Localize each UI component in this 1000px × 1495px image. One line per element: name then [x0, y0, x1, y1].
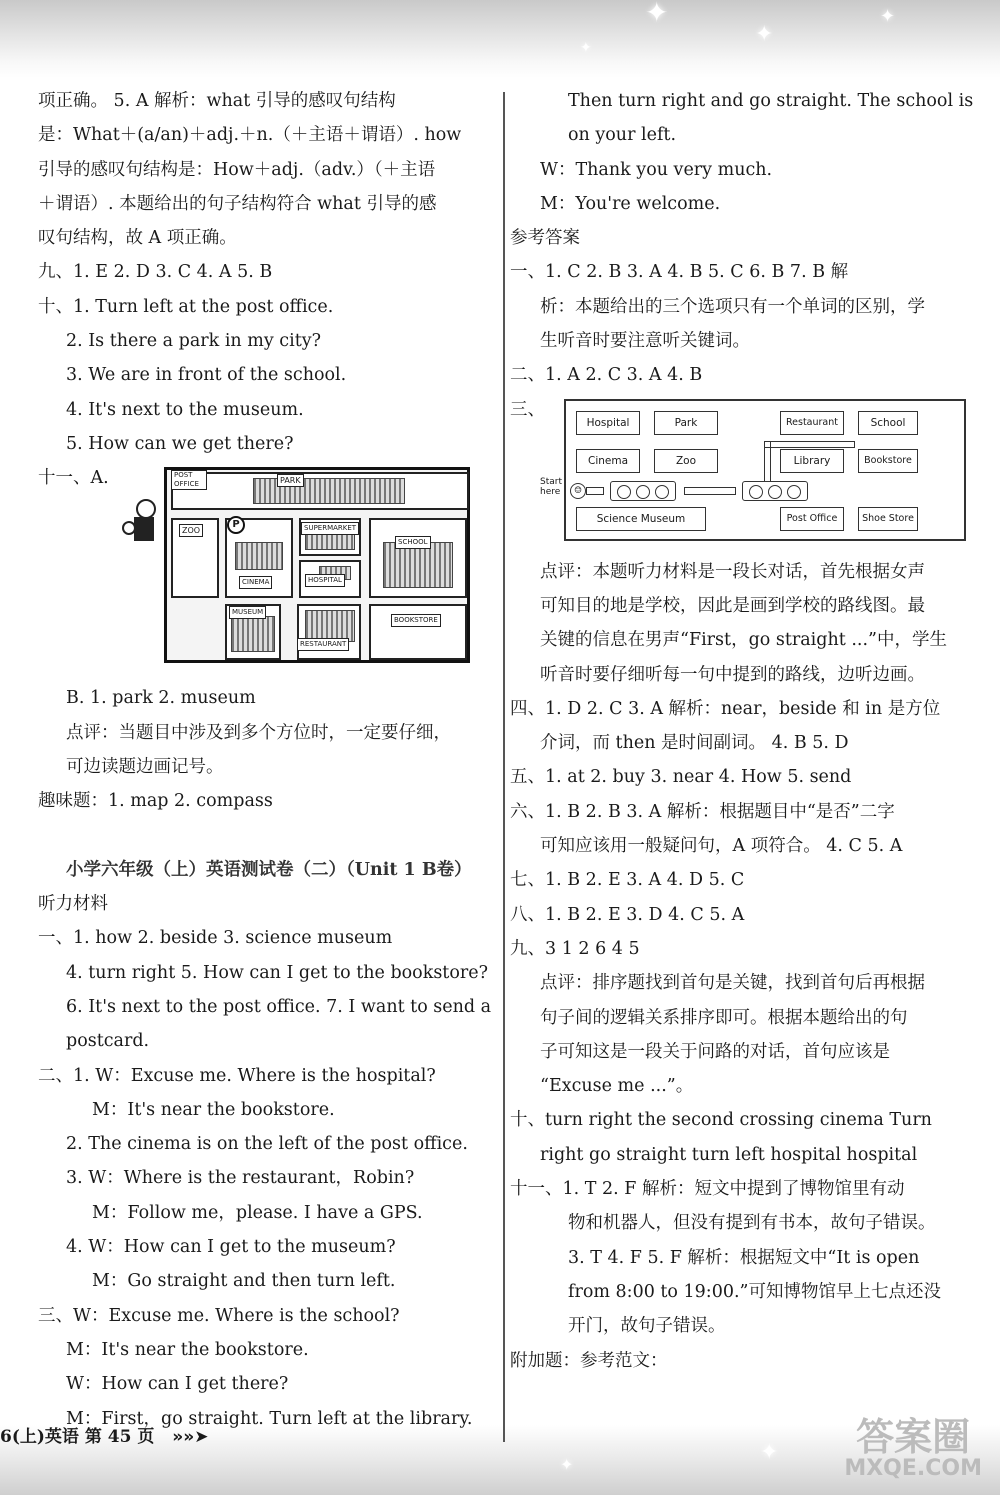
sparkle-icon: ✦ [560, 1455, 574, 1474]
answer-line: 二、1. A 2. C 3. A 4. B [510, 365, 703, 386]
answer-line: 引导的感叹句结构是：How＋adj.（adv.）（＋主语 [38, 159, 436, 180]
map-block [297, 604, 361, 660]
answer-line: 5. How can we get there? [66, 433, 294, 454]
script-line: M：It's near the bookstore. [92, 1099, 335, 1120]
comment-line: “Excuse me ...”。 [540, 1076, 694, 1097]
comment-line: 点评：排序题找到首句是关键，找到首句后再根据 [540, 973, 925, 994]
answer-line: 六、1. B 2. B 3. A 解析：根据题目中“是否”二字 [510, 801, 895, 822]
answer-line: right go straight turn left hospital hospital [540, 1144, 918, 1165]
place-zoo: Zoo [654, 449, 718, 473]
map-label-bookstore: BOOKSTORE [391, 614, 441, 627]
script-line: M：Go straight and then turn left. [92, 1271, 396, 1292]
script-line: 4. W：How can I get to the museum? [66, 1237, 396, 1258]
script-line: M：Follow me，please. I have a GPS. [92, 1202, 423, 1223]
parking-icon: P [227, 516, 245, 534]
question-label: 三、 [510, 399, 545, 420]
left-column [38, 84, 493, 1436]
answer-line: B. 1. park 2. museum [66, 688, 256, 709]
answer-line: 九、3 1 2 6 4 5 [510, 938, 640, 959]
place-school: School [858, 411, 918, 435]
traffic-light-icon [742, 481, 808, 501]
answer-line: 八、1. B 2. E 3. D 4. C 5. A [510, 904, 745, 925]
place-shoe-store: Shoe Store [858, 507, 918, 531]
place-post-office: Post Office [780, 507, 844, 531]
map-label-park: PARK [277, 474, 304, 487]
script-line: M：It's near the bookstore. [66, 1339, 309, 1360]
sparkle-icon: ✦ [580, 40, 592, 56]
subsection-heading: 参考答案 [510, 228, 580, 249]
top-decor-band [0, 0, 1000, 78]
script-line: 2. The cinema is on the left of the post office. [66, 1134, 468, 1155]
map-label-museum: MUSEUM [229, 606, 266, 619]
map-label-zoo: ZOO [179, 524, 203, 537]
answer-line: 可知应该用一般疑问句，A 项符合。 4. C 5. A [540, 836, 903, 857]
sparkle-icon: ✦ [755, 22, 774, 47]
sparkle-icon: ✦ [645, 0, 669, 29]
script-line: 二、1. W：Excuse me. Where is the hospital? [38, 1065, 436, 1086]
answer-line: 3. T 4. F 5. F 解析：根据短文中“It is open [568, 1247, 920, 1268]
comment-line: 句子间的逻辑关系排序即可。根据本题给出的句 [540, 1007, 908, 1028]
comment-line: 子可知这是一段关于问路的对话，首句应该是 [540, 1041, 890, 1062]
page-footer [0, 1422, 208, 1447]
answer-line: 四、1. D 2. C 3. A 解析：near，beside 和 in 是方位 [510, 698, 941, 719]
section-title: 小学六年级（上）英语测试卷（二）（Unit 1 B卷） [66, 859, 472, 880]
place-bookstore: Bookstore [858, 449, 918, 473]
answer-line: 项正确。 5. A 解析：what 引导的感叹句结构 [38, 91, 396, 111]
question-label: 十一、A. [38, 468, 109, 489]
answer-line: 一、1. C 2. B 3. A 4. B 5. C 6. B 7. B 解 [510, 262, 849, 283]
chevron-arrows-icon: »»➤ [172, 1427, 209, 1447]
person-icon [122, 499, 162, 559]
city-map-figure [38, 461, 493, 681]
place-restaurant: Restaurant [780, 411, 844, 435]
answer-line: 十、turn right the second crossing cinema Turn [510, 1110, 932, 1131]
answer-line: 3. We are in front of the school. [66, 365, 347, 386]
start-label: Start here [540, 476, 562, 497]
route-diagram [540, 399, 966, 541]
place-library: Library [780, 449, 844, 473]
answer-line: ＋谓语）. 本题给出的句子结构符合 what 引导的感 [38, 193, 437, 214]
map-block [369, 604, 467, 660]
comment-line: 可边读题边画记号。 [66, 756, 224, 777]
column-divider [503, 92, 505, 1442]
answer-line: 趣味题：1. map 2. compass [38, 791, 273, 812]
answer-line: from 8:00 to 19:00.”可知博物馆早上七点还没 [568, 1281, 941, 1302]
blank-line [38, 818, 493, 852]
page-number: 6(上)英语 第 45 页 [0, 1427, 155, 1447]
answer-line: 十、1. Turn left at the post office. [38, 296, 334, 317]
answer-line: 析：本题给出的三个选项只有一个单词的区别，学 [540, 296, 925, 317]
city-map [164, 467, 470, 663]
answer-line: 附加题：参考范文： [510, 1350, 668, 1371]
script-line: 一、1. how 2. beside 3. science museum [38, 928, 393, 949]
map-label-supermarket: SUPERMARKET [301, 522, 359, 535]
script-line: M：First，go straight. Turn left at the library. [66, 1408, 473, 1429]
place-hospital: Hospital [576, 411, 640, 435]
smiley-icon: ☺ [570, 483, 586, 499]
comment-line: 点评：当题目中涉及到多个方位时，一定要仔细， [66, 722, 451, 743]
sparkle-icon: ✦ [760, 1440, 779, 1465]
script-line: W：How can I get there? [66, 1374, 289, 1395]
answer-line: 十一、1. T 2. F 解析：短文中提到了博物馆里有动 [510, 1179, 905, 1200]
answer-line: 物和机器人，但没有提到有书本，故句子错误。 [568, 1213, 936, 1234]
answer-line: 七、1. B 2. E 3. A 4. D 5. C [510, 870, 745, 891]
answer-line: 是：What＋(a/an)＋adj.＋n.（＋主语＋谓语）. how [38, 125, 462, 146]
arrow-right-icon [586, 487, 604, 495]
map-block [171, 472, 469, 510]
arrow-right-icon [684, 487, 736, 495]
map-label-hospital: HOSPITAL [305, 574, 345, 587]
right-column [510, 84, 974, 1378]
script-line: on your left. [568, 125, 677, 146]
comment-line: 关键的信息在男声“First，go straight ...”中，学生 [540, 630, 947, 651]
script-line: M：You're welcome. [540, 193, 721, 214]
script-line: W：Thank you very much. [540, 159, 773, 180]
answer-line: 开门，故句子错误。 [568, 1316, 726, 1337]
comment-line: 可知目的地是学校，因此是画到学校的路线图。最 [540, 595, 925, 616]
watermark-logo [844, 1417, 982, 1481]
watermark-line: 答案圈 [856, 1415, 971, 1459]
route-diagram-figure [510, 393, 965, 555]
sparkle-icon: ✦ [880, 6, 896, 27]
script-line: 三、W：Excuse me. Where is the school? [38, 1305, 400, 1326]
map-label-school: SCHOOL [395, 536, 431, 549]
script-line: postcard. [66, 1031, 150, 1052]
answer-line: 4. It's next to the museum. [66, 399, 304, 420]
answer-line: 叹句结构，故 A 项正确。 [38, 228, 237, 249]
route-arrow-right [764, 441, 855, 448]
map-label-cinema: CINEMA [239, 576, 272, 589]
answer-line: 九、1. E 2. D 3. C 4. A 5. B [38, 262, 273, 283]
script-line: Then turn right and go straight. The school is [568, 91, 974, 111]
answer-line: 五、1. at 2. buy 3. near 4. How 5. send [510, 767, 852, 788]
script-line: 3. W：Where is the restaurant，Robin? [66, 1168, 415, 1189]
comment-line: 听音时要仔细听每一句中提到的路线，边听边画。 [540, 664, 925, 685]
script-line: 6. It's next to the post office. 7. I want to send a [66, 996, 492, 1017]
watermark-line: MXQE.COM [844, 1456, 982, 1481]
map-block [369, 518, 467, 598]
map-label-restaurant: RESTAURANT [297, 638, 349, 651]
place-park: Park [654, 411, 718, 435]
map-label-post-office: POST OFFICE [171, 470, 207, 490]
place-cinema: Cinema [576, 449, 640, 473]
answer-line: 2. Is there a park in my city? [66, 331, 321, 352]
answer-line: 生听音时要注意听关键词。 [540, 331, 750, 352]
answer-line: 介词，而 then 是时间副词。 4. B 5. D [540, 733, 849, 754]
traffic-light-icon [610, 481, 676, 501]
place-science-museum: Science Museum [576, 507, 706, 531]
comment-line: 点评：本题听力材料是一段长对话，首先根据女声 [540, 561, 925, 582]
script-line: 4. turn right 5. How can I get to the bookstore? [66, 962, 488, 983]
subsection-heading: 听力材料 [38, 894, 108, 915]
